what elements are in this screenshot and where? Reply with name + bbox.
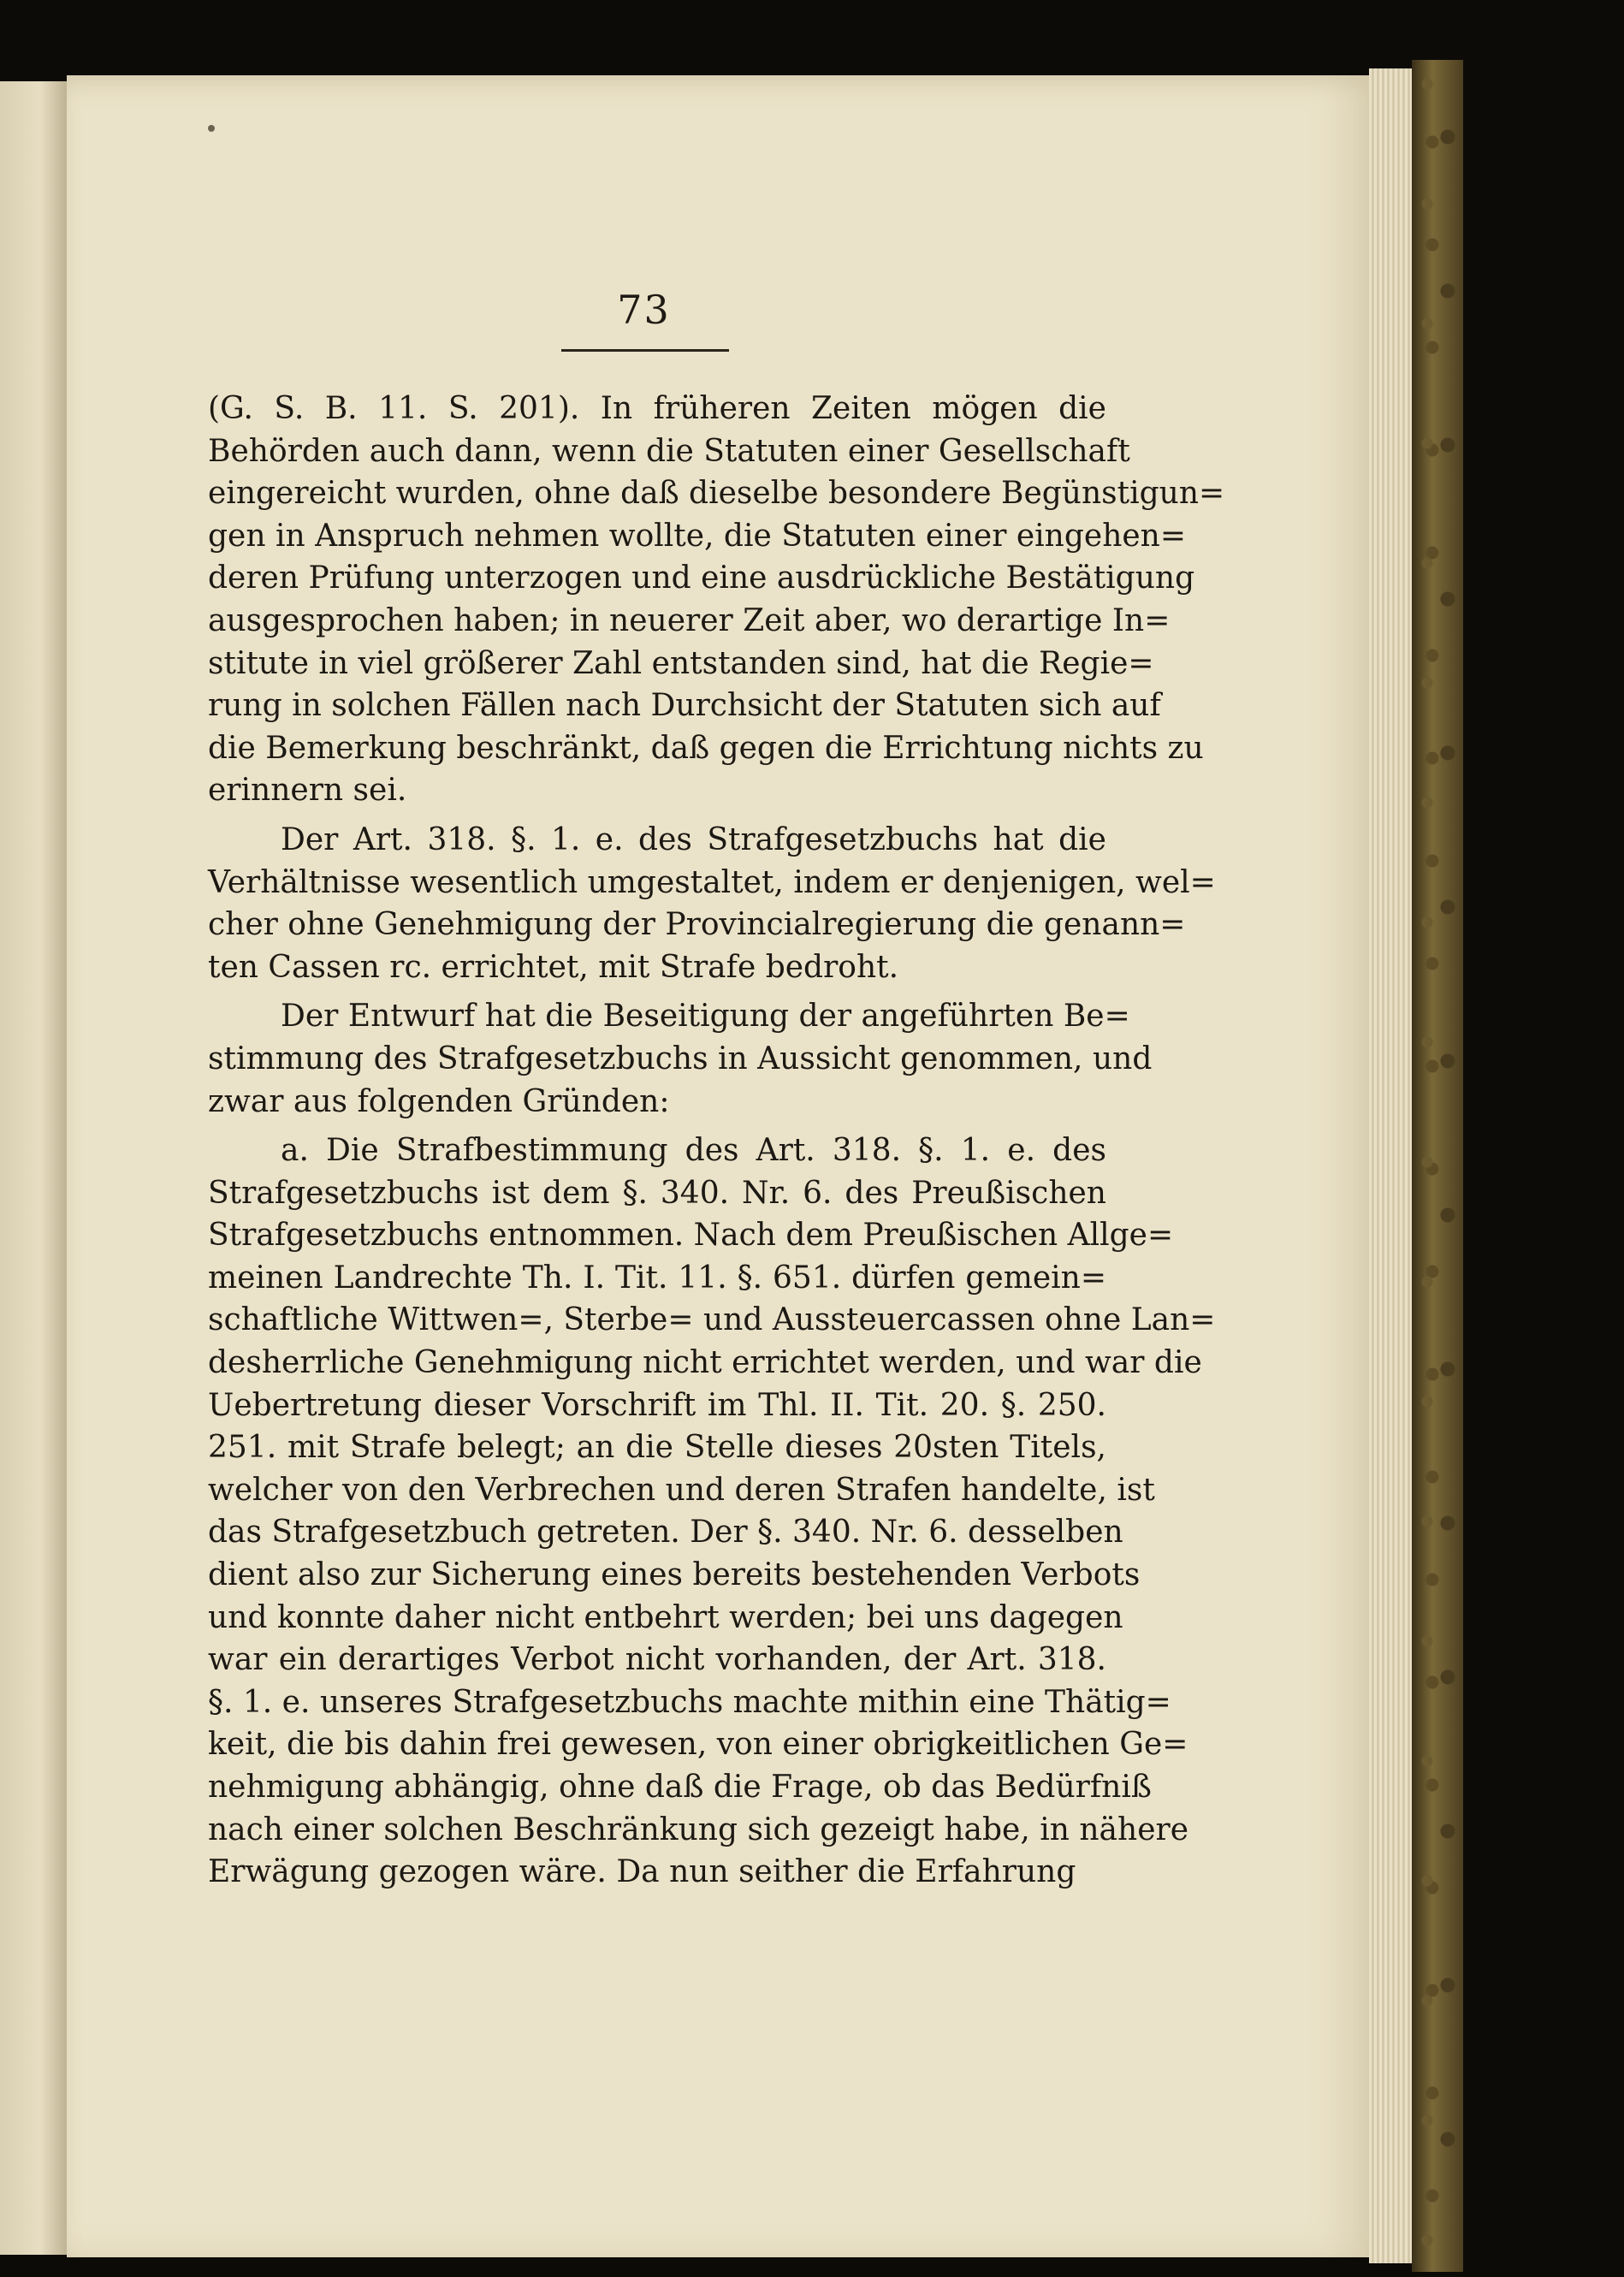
text-line: gen in Anspruch nehmen wollte, die Statuten einer eingehen= <box>208 518 1187 554</box>
page-number: 73 <box>617 287 671 333</box>
text-line: dient also zur Sicherung eines bereits bestehenden Verbots <box>208 1557 1141 1593</box>
text-line: stitute in viel größerer Zahl entstanden sind, hat die Regie= <box>208 645 1154 681</box>
text-line: die Bemerkung beschränkt, daß gegen die Errichtung nichts zu <box>208 730 1204 766</box>
body-text <box>208 388 1225 1894</box>
text-line: rung in solchen Fällen nach Durchsicht der Statuten sich auf <box>208 688 1161 724</box>
text-line: a. Die Strafbestimmung des Art. 318. §. 1. e. des <box>281 1133 1106 1169</box>
page-number-rule <box>561 349 729 352</box>
text-line: Strafgesetzbuchs entnommen. Nach dem Preußischen Allge= <box>208 1218 1174 1254</box>
text-line: ten Cassen rc. errichtet, mit Strafe bedroht. <box>208 949 899 985</box>
text-line: erinnern sei. <box>208 773 407 809</box>
text-line: Der Art. 318. §. 1. e. des Strafgesetzbuchs hat die <box>281 821 1106 857</box>
text-line: 251. mit Strafe belegt; an die Stelle dieses 20sten Titels, <box>208 1430 1106 1466</box>
text-line: cher ohne Genehmigung der Provincialregierung die genann= <box>208 907 1186 943</box>
text-line: und konnte daher nicht entbehrt werden; bei uns dagegen <box>208 1599 1123 1635</box>
scan-background <box>0 0 1624 68</box>
text-line: desherrliche Genehmigung nicht errichtet werden, und war die <box>208 1345 1202 1381</box>
text-line: ausgesprochen haben; in neuerer Zeit aber, wo derartige In= <box>208 602 1171 638</box>
paragraph-gap <box>208 812 1106 819</box>
text-line: schaftliche Wittwen=, Sterbe= und Aussteuercassen ohne Lan= <box>208 1302 1216 1338</box>
text-line: deren Prüfung unterzogen und eine ausdrückliche Bestätigung <box>208 560 1195 596</box>
text-line: Uebertretung dieser Vorschrift im Thl. II. Tit. 20. §. 250. <box>208 1387 1106 1423</box>
text-line: Behörden auch dann, wenn die Statuten einer Gesellschaft <box>208 433 1130 469</box>
text-line: nach einer solchen Beschränkung sich gezeigt habe, in nähere <box>208 1812 1189 1847</box>
paragraph-gap <box>208 988 1106 995</box>
text-line: Verhältnisse wesentlich umgestaltet, indem er denjenigen, wel= <box>208 864 1216 900</box>
text-line: Erwägung gezogen wäre. Da nun seither die Erfahrung <box>208 1854 1076 1890</box>
text-line: welcher von den Verbrechen und deren Strafen handelte, ist <box>208 1472 1155 1508</box>
text-line: meinen Landrechte Th. I. Tit. 11. §. 651. dürfen gemein= <box>208 1260 1106 1296</box>
text-line: Der Entwurf hat die Beseitigung der angeführten Be= <box>281 999 1130 1035</box>
text-line: das Strafgesetzbuch getreten. Der §. 340. Nr. 6. desselben <box>208 1515 1123 1551</box>
text-line: (G. S. B. 11. S. 201). In früheren Zeiten mögen die <box>208 391 1106 426</box>
text-line: Strafgesetzbuchs ist dem §. 340. Nr. 6. des Preußischen <box>208 1175 1106 1211</box>
text-line: §. 1. e. unseres Strafgesetzbuchs machte mithin eine Thätig= <box>208 1684 1171 1720</box>
paragraph-gap <box>208 1123 1106 1130</box>
text-line: eingereicht wurden, ohne daß dieselbe besondere Begünstigun= <box>208 476 1225 512</box>
ink-dot <box>208 125 215 132</box>
text-line: zwar aus folgenden Gründen: <box>208 1083 670 1119</box>
text-line: nehmigung abhängig, ohne daß die Frage, ob das Bedürfniß <box>208 1770 1152 1805</box>
left-page-edge <box>0 81 67 2255</box>
text-line: stimmung des Strafgesetzbuchs in Aussicht genommen, und <box>208 1041 1153 1076</box>
marbled-cover-edge <box>1412 60 1463 2272</box>
text-line: keit, die bis dahin frei gewesen, von einer obrigkeitlichen Ge= <box>208 1727 1188 1763</box>
page-stack-edge <box>1369 68 1412 2263</box>
text-line: war ein derartiges Verbot nicht vorhanden, der Art. 318. <box>208 1642 1106 1678</box>
